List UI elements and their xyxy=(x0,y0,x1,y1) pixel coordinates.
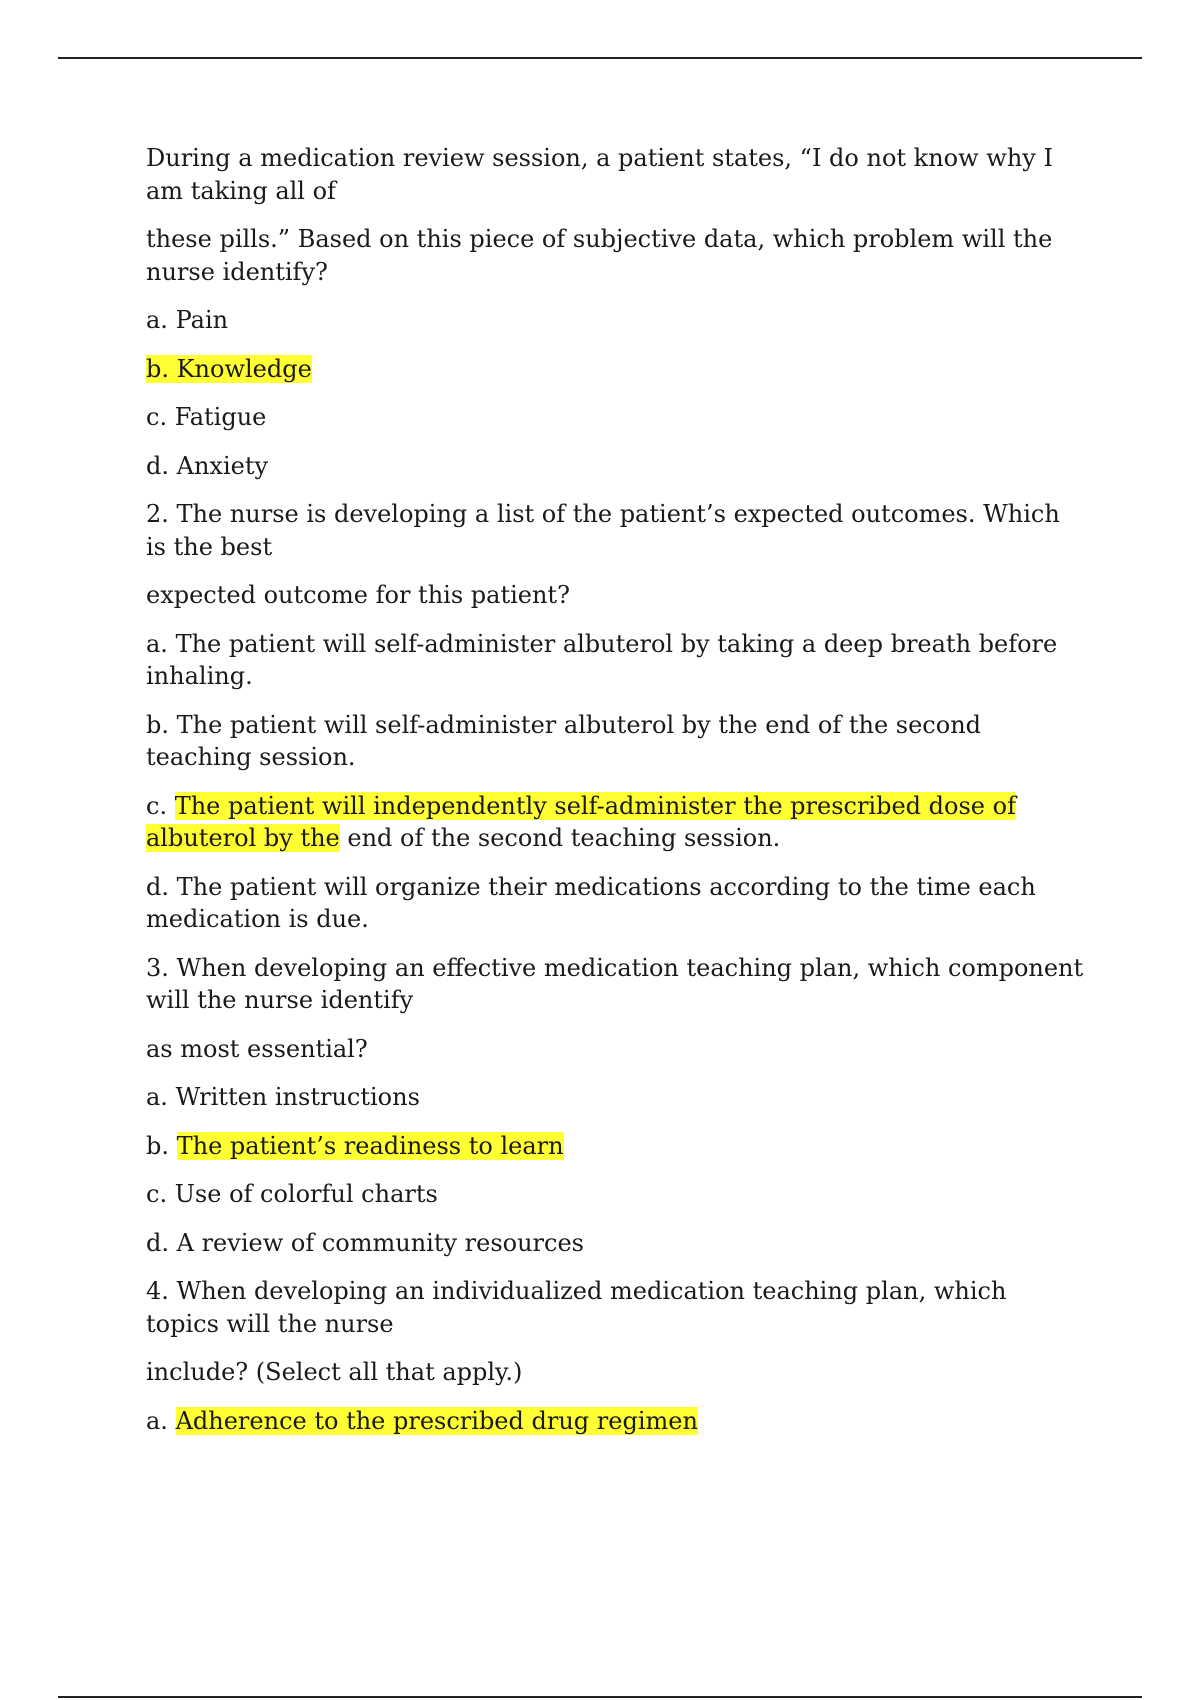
q2-option-c xyxy=(146,790,1086,855)
q4-option-a xyxy=(146,1405,1086,1438)
q1-stem-line1: During a medication review session, a patient states, “I do not know why I am taking all of xyxy=(146,144,1053,205)
q3-option-a: a. Written instructions xyxy=(146,1083,420,1111)
q2-stem-line2: expected outcome for this patient? xyxy=(146,581,570,609)
q4-option-a-prefix: a. xyxy=(146,1406,176,1435)
document-body xyxy=(146,142,1086,1453)
q1-option-d: d. Anxiety xyxy=(146,451,269,480)
q1-option-a: a. Pain xyxy=(146,306,229,334)
q2-option-a: a. The patient will self-administer albuterol by taking a deep breath before inhaling. xyxy=(146,629,1058,690)
q1-option-b-highlight: b. Knowledge xyxy=(146,354,312,383)
footer-rule xyxy=(58,1696,1142,1698)
q1-stem-line2: these pills.” Based on this piece of subjective data, which problem will the nurse identify? xyxy=(146,225,1053,286)
q1-option-c: c. Fatigue xyxy=(146,403,267,431)
q1-option-b xyxy=(146,353,1086,386)
header-rule xyxy=(58,57,1142,59)
q3-option-b-prefix: b. xyxy=(146,1131,177,1160)
q4-stem-line1: 4. When developing an individualized medication teaching plan, which topics will the nurse xyxy=(146,1277,1007,1338)
q3-option-b xyxy=(146,1130,1086,1163)
q2-stem-line1: 2. The nurse is developing a list of the patient’s expected outcomes. Which is the best xyxy=(146,500,1060,561)
q2-option-b: b. The patient will self-administer albuterol by the end of the second teaching session. xyxy=(146,710,982,771)
q2-option-c-rest: end of the second teaching session. xyxy=(339,824,781,852)
q4-option-a-highlight: Adherence to the prescribed drug regimen xyxy=(175,1406,698,1435)
q2-option-c-prefix: c. xyxy=(146,791,175,820)
q2-option-c-highlight: The patient will independently self-administer the prescribed dose of albuterol by the xyxy=(146,791,1016,852)
q3-option-d: d. A review of community resources xyxy=(146,1228,584,1257)
q3-stem-line2: as most essential? xyxy=(146,1034,368,1063)
q3-option-b-highlight: The patient’s readiness to learn xyxy=(176,1131,564,1160)
q2-option-d: d. The patient will organize their medications according to the time each medication is due. xyxy=(146,872,1036,933)
q3-option-c: c. Use of colorful charts xyxy=(146,1180,438,1208)
q3-stem-line1: 3. When developing an effective medication teaching plan, which component will the nurse identify xyxy=(146,953,1084,1014)
q4-stem-line2: include? (Select all that apply.) xyxy=(146,1358,523,1386)
